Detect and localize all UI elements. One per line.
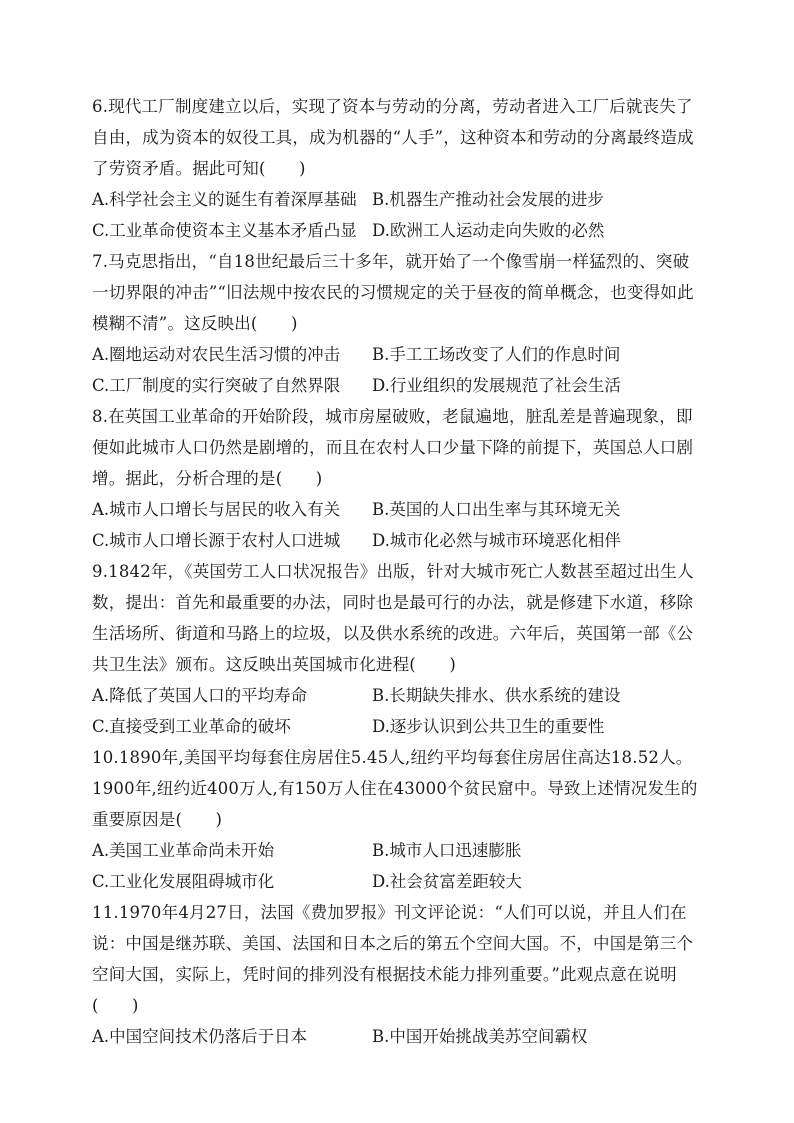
question-6 [92,91,702,246]
option-a[interactable]: A.城市人口增长与居民的收入有关 [92,500,341,519]
option-d[interactable]: D.逐步认识到公共卫生的重要性 [372,717,605,736]
option-d[interactable]: D.欧洲工人运动走向失败的必然 [372,221,605,240]
options-row [92,866,702,897]
question-stem: 10.1890年,美国平均每套住房居住5.45人,纽约平均每套住房居住高达18.52人。1900年,纽约近400万人,有150万人住在43000个贫民窟中。导致上述情况发生的重要原因是( ) [92,748,698,829]
option-a[interactable]: A.圈地运动对农民生活习惯的冲击 [92,345,341,364]
option-b[interactable]: B.英国的人口出生率与其环境无关 [372,500,621,519]
options-row [92,835,702,866]
question-11 [92,897,702,1052]
question-stem: 11.1970年4月27日，法国《费加罗报》刊文评论说：“人们可以说，并且人们在说：中国是继苏联、美国、法国和日本之后的第五个空间大国。不，中国是第三个空间大国，实际上，凭时间的排列没有根据技术能力排列重要。”此观点意在说明( ) [92,903,694,1015]
options-row [92,1021,702,1052]
option-a[interactable]: A.降低了英国人口的平均寿命 [92,686,308,705]
option-c[interactable]: C.工业革命使资本主义基本矛盾凸显 [92,221,357,240]
question-stem: 7.马克思指出，“自18世纪最后三十多年，就开始了一个像雪崩一样猛烈的、突破一切界限的冲击”“旧法规中按农民的习惯规定的关于昼夜的简单概念，也变得如此模糊不清”。这反映出( ) [92,252,694,333]
option-a[interactable]: A.科学社会主义的诞生有着深厚基础 [92,190,357,209]
option-d[interactable]: D.城市化必然与城市环境恶化相伴 [372,531,621,550]
option-c[interactable]: C.工业化发展阻碍城市化 [92,872,275,891]
question-8 [92,401,702,556]
options-row [92,494,702,525]
options-row [92,525,702,556]
option-d[interactable]: D.社会贫富差距较大 [372,872,522,891]
option-b[interactable]: B.手工工场改变了人们的作息时间 [372,345,621,364]
question-9 [92,556,702,742]
question-10 [92,742,702,897]
options-row [92,339,702,370]
options-row [92,711,702,742]
options-row [92,680,702,711]
question-stem: 6.现代工厂制度建立以后，实现了资本与劳动的分离，劳动者进入工厂后就丧失了自由，成为资本的奴役工具，成为机器的“人手”，这种资本和劳动的分离最终造成了劳资矛盾。据此可知( ) [92,97,694,178]
options-row [92,370,702,401]
option-c[interactable]: C.城市人口增长源于农村人口进城 [92,531,341,550]
option-a[interactable]: A.中国空间技术仍落后于日本 [92,1027,308,1046]
option-c[interactable]: C.工厂制度的实行突破了自然界限 [92,376,341,395]
question-stem: 9.1842年，《英国劳工人口状况报告》出版，针对大城市死亡人数甚至超过出生人数，提出：首先和最重要的办法，同时也是最可行的办法，就是修建下水道，移除生活场所、街道和马路上的垃圾，以及供水系统的改进。六年后，英国第一部《公共卫生法》颁布。这反映出英国城市化进程( ) [92,562,694,674]
option-b[interactable]: B.城市人口迅速膨胀 [372,841,522,860]
question-7 [92,246,702,401]
option-b[interactable]: B.中国开始挑战美苏空间霸权 [372,1027,588,1046]
option-d[interactable]: D.行业组织的发展规范了社会生活 [372,376,621,395]
option-c[interactable]: C.直接受到工业革命的破坏 [92,717,291,736]
option-b[interactable]: B.长期缺失排水、供水系统的建设 [372,686,621,705]
option-a[interactable]: A.美国工业革命尚未开始 [92,841,275,860]
options-row [92,215,702,246]
question-stem: 8.在英国工业革命的开始阶段，城市房屋破败，老鼠遍地，脏乱差是普遍现象，即便如此城市人口仍然是剧增的，而且在农村人口少量下降的前提下，英国总人口剧增。据此，分析合理的是( ) [92,407,694,488]
option-b[interactable]: B.机器生产推动社会发展的进步 [372,190,604,209]
options-row [92,184,702,215]
